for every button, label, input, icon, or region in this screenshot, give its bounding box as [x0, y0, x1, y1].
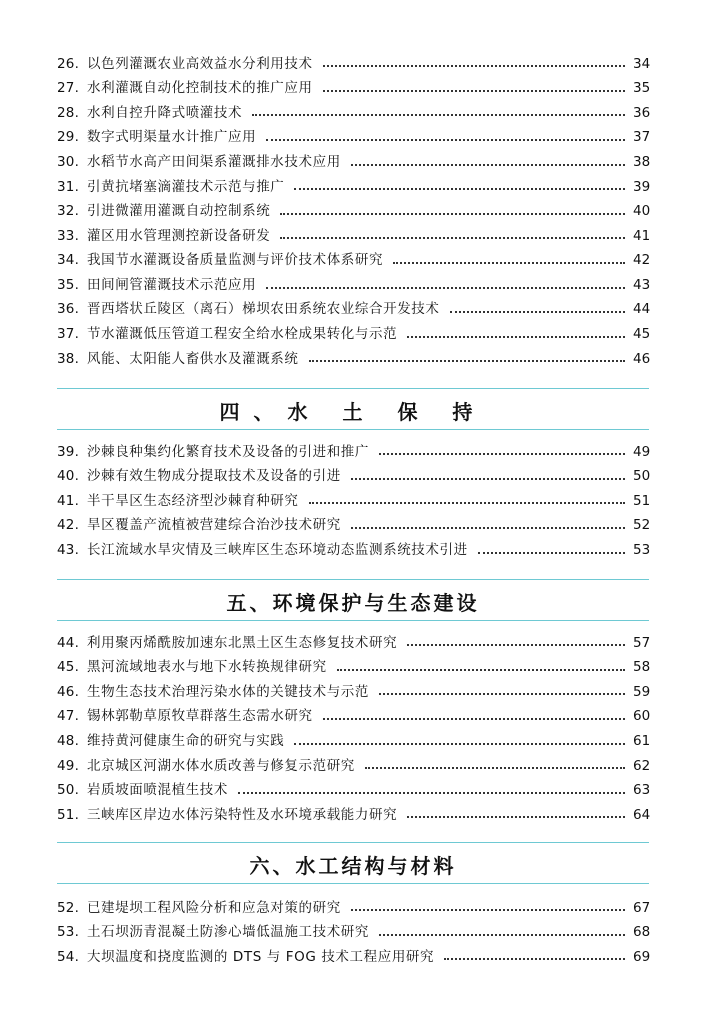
dot-leader: [309, 501, 626, 504]
entry-title: 田间闸管灌溉技术示范应用: [87, 276, 257, 293]
toc-entry[interactable]: [57, 249, 649, 274]
dot-leader: [309, 359, 626, 362]
entry-number: 43.: [57, 541, 80, 558]
entry-title: 生物生态技术治理污染水体的关键技术与示范: [87, 683, 369, 700]
toc-entry[interactable]: [57, 514, 649, 539]
page-number: 38: [633, 153, 651, 170]
entry-number: 42.: [57, 517, 80, 534]
dot-leader: [407, 643, 625, 646]
page-number: 61: [633, 732, 651, 749]
page-number: 53: [633, 541, 651, 558]
toc-entry[interactable]: [57, 631, 649, 656]
page-number: 36: [633, 104, 651, 121]
page-number: 63: [633, 782, 651, 799]
entry-number: 33.: [57, 227, 80, 244]
entry-number: 40.: [57, 468, 80, 485]
toc-entry[interactable]: [57, 347, 649, 372]
entry-number: 47.: [57, 708, 80, 725]
toc-entry-list: [57, 440, 649, 563]
section-heading: [57, 842, 649, 884]
dot-leader: [294, 742, 625, 745]
toc-entry[interactable]: [57, 729, 649, 754]
entry-number: 28.: [57, 104, 80, 121]
page-number: 51: [633, 492, 651, 509]
divider: [57, 579, 649, 580]
dot-leader: [365, 766, 625, 769]
dot-leader: [280, 212, 625, 215]
toc-entry-list: [57, 896, 649, 970]
entry-number: 38.: [57, 350, 80, 367]
page-number: 52: [633, 517, 651, 534]
toc-entry[interactable]: [57, 224, 649, 249]
entry-title: 灌区用水管理测控新设备研发: [87, 227, 271, 244]
entry-number: 32.: [57, 203, 80, 220]
page-number: 40: [633, 203, 651, 220]
entry-title: 利用聚丙烯酰胺加速东北黑土区生态修复技术研究: [87, 634, 398, 651]
page-number: 57: [633, 634, 651, 651]
page-number: 35: [633, 80, 651, 97]
page-number: 41: [633, 227, 651, 244]
section-heading: [57, 579, 649, 621]
entry-title: 沙棘良种集约化繁育技术及设备的引进和推广: [87, 443, 369, 460]
entry-number: 44.: [57, 634, 80, 651]
page-number: 43: [633, 276, 651, 293]
entry-number: 49.: [57, 757, 80, 774]
dot-leader: [323, 64, 625, 67]
dot-leader: [450, 310, 626, 313]
entry-title: 节水灌溉低压管道工程安全给水栓成果转化与示范: [87, 326, 398, 343]
toc-entry[interactable]: [57, 101, 649, 126]
section-title: 四、水 土 保 持: [219, 400, 487, 424]
page-number: 64: [633, 806, 651, 823]
page-number: 37: [633, 129, 651, 146]
entry-number: 39.: [57, 443, 80, 460]
entry-number: 48.: [57, 732, 80, 749]
toc-entry[interactable]: [57, 538, 649, 563]
toc-entry[interactable]: [57, 52, 649, 77]
toc-entry-list: [57, 52, 649, 372]
divider: [57, 429, 649, 430]
toc-entry[interactable]: [57, 803, 649, 828]
page-number: 59: [633, 683, 651, 700]
toc-entry[interactable]: [57, 440, 649, 465]
divider: [57, 620, 649, 621]
entry-number: 45.: [57, 659, 80, 676]
entry-number: 53.: [57, 924, 80, 941]
toc-page: [57, 0, 649, 1024]
entry-title: 沙棘有效生物成分提取技术及设备的引进: [87, 468, 341, 485]
entry-number: 30.: [57, 153, 80, 170]
dot-leader: [379, 933, 625, 936]
toc-entry-list: [57, 631, 649, 828]
section-heading: [57, 388, 649, 430]
entry-title: 已建堤坝工程风险分析和应急对策的研究: [87, 899, 341, 916]
page-number: 68: [633, 924, 651, 941]
dot-leader: [351, 908, 625, 911]
dot-leader: [266, 286, 625, 289]
divider: [57, 388, 649, 389]
entry-number: 52.: [57, 899, 80, 916]
entry-title: 引进微灌用灌溉自动控制系统: [87, 203, 271, 220]
page-number: 42: [633, 252, 651, 269]
dot-leader: [407, 815, 625, 818]
entry-title: 大坝温度和挠度监测的 DTS 与 FOG 技术工程应用研究: [87, 948, 435, 965]
entry-title: 土石坝沥青混凝土防渗心墙低温施工技术研究: [87, 924, 369, 941]
entry-title: 锡林郭勒草原牧草群落生态需水研究: [87, 708, 313, 725]
entry-title: 维持黄河健康生命的研究与实践: [87, 732, 285, 749]
entry-title: 我国节水灌溉设备质量监测与评价技术体系研究: [87, 252, 384, 269]
dot-leader: [444, 957, 625, 960]
toc-entry[interactable]: [57, 298, 649, 323]
entry-title: 岩质坡面喷混植生技术: [87, 782, 228, 799]
entry-number: 50.: [57, 782, 80, 799]
dot-leader: [407, 335, 625, 338]
toc-entry[interactable]: [57, 921, 649, 946]
entry-title: 半干旱区生态经济型沙棘育种研究: [87, 492, 299, 509]
dot-leader: [323, 89, 625, 92]
page-number: 69: [633, 948, 651, 965]
toc-entry[interactable]: [57, 200, 649, 225]
toc-entry[interactable]: [57, 656, 649, 681]
toc-entry[interactable]: [57, 779, 649, 804]
toc-entry[interactable]: [57, 126, 649, 151]
entry-title: 风能、太阳能人畜供水及灌溉系统: [87, 350, 299, 367]
divider: [57, 842, 649, 843]
entry-number: 37.: [57, 326, 80, 343]
page-number: 44: [633, 301, 651, 318]
page-number: 67: [633, 899, 651, 916]
toc-entry[interactable]: [57, 77, 649, 102]
page-number: 50: [633, 468, 651, 485]
entry-number: 41.: [57, 492, 80, 509]
dot-leader: [478, 551, 625, 554]
dot-leader: [294, 187, 625, 190]
entry-title: 晋西塔状丘陵区（离石）梯坝农田系统农业综合开发技术: [87, 301, 440, 318]
dot-leader: [379, 452, 625, 455]
entry-number: 36.: [57, 301, 80, 318]
page-number: 49: [633, 443, 651, 460]
entry-title: 水稻节水高产田间渠系灌溉排水技术应用: [87, 153, 341, 170]
dot-leader: [393, 261, 625, 264]
dot-leader: [266, 138, 625, 141]
page-number: 62: [633, 757, 651, 774]
entry-number: 27.: [57, 80, 80, 97]
entry-number: 54.: [57, 948, 80, 965]
entry-title: 三峡库区岸边水体污染特性及水环境承载能力研究: [87, 806, 398, 823]
entry-number: 31.: [57, 178, 80, 195]
entry-number: 35.: [57, 276, 80, 293]
section-title: 六、水工结构与材料: [249, 854, 457, 878]
entry-number: 29.: [57, 129, 80, 146]
dot-leader: [337, 668, 625, 671]
dot-leader: [351, 163, 625, 166]
dot-leader: [351, 477, 625, 480]
toc-entry[interactable]: [57, 896, 649, 921]
toc-entry[interactable]: [57, 465, 649, 490]
toc-entry[interactable]: [57, 754, 649, 779]
entry-number: 51.: [57, 806, 80, 823]
entry-title: 水利灌溉自动化控制技术的推广应用: [87, 80, 313, 97]
entry-title: 北京城区河湖水体水质改善与修复示范研究: [87, 757, 355, 774]
entry-title: 旱区覆盖产流植被营建综合治沙技术研究: [87, 517, 341, 534]
entry-number: 46.: [57, 683, 80, 700]
entry-title: 黑河流域地表水与地下水转换规律研究: [87, 659, 327, 676]
dot-leader: [280, 236, 625, 239]
toc-entry[interactable]: [57, 680, 649, 705]
divider: [57, 883, 649, 884]
toc-entry[interactable]: [57, 489, 649, 514]
entry-title: 以色列灌溉农业高效益水分利用技术: [87, 55, 313, 72]
toc-entry[interactable]: [57, 945, 649, 970]
toc-entry[interactable]: [57, 150, 649, 175]
page-number: 46: [633, 350, 651, 367]
page-number: 58: [633, 659, 651, 676]
dot-leader: [323, 717, 625, 720]
page-number: 39: [633, 178, 651, 195]
entry-title: 水利自控升降式喷灌技术: [87, 104, 243, 121]
entry-title: 数字式明渠量水计推广应用: [87, 129, 257, 146]
dot-leader: [238, 791, 625, 794]
dot-leader: [252, 113, 625, 116]
section-title: 五、环境保护与生态建设: [226, 591, 480, 615]
page-number: 34: [633, 55, 651, 72]
entry-title: 长江流域水旱灾情及三峡库区生态环境动态监测系统技术引进: [87, 541, 468, 558]
toc-entry[interactable]: [57, 175, 649, 200]
page-number: 60: [633, 708, 651, 725]
entry-number: 34.: [57, 252, 80, 269]
page-number: 45: [633, 326, 651, 343]
entry-number: 26.: [57, 55, 80, 72]
toc-entry[interactable]: [57, 323, 649, 348]
toc-entry[interactable]: [57, 273, 649, 298]
dot-leader: [351, 526, 625, 529]
dot-leader: [379, 692, 625, 695]
entry-title: 引黄抗堵塞滴灌技术示范与推广: [87, 178, 285, 195]
toc-entry[interactable]: [57, 705, 649, 730]
